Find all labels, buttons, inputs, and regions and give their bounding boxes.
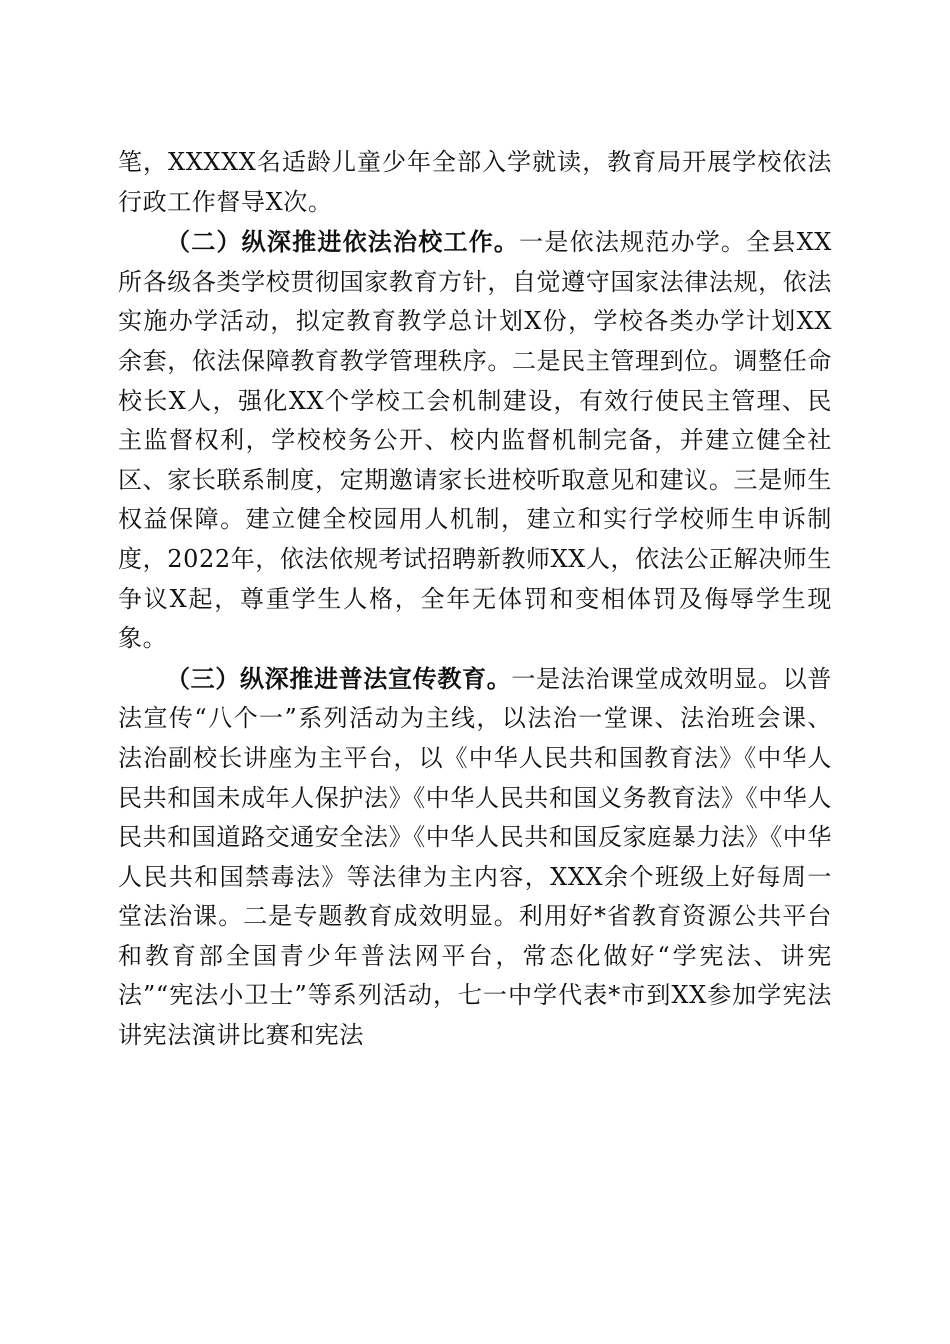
section-heading-2: （二）纵深推进依法治校工作。 [166, 227, 520, 257]
paragraph-text: 笔，XXXXX名适龄儿童少年全部入学就读，教育局开展学校依法行政工作督导X次。 [118, 148, 832, 216]
document-body [118, 143, 832, 1056]
paragraph-text: 一是依法规范办学。全县XX所各级各类学校贯彻国家教育方针，自觉遵守国家法律法规，依法实施办学活动，拟定教育教学总计划X份，学校各类办学计划XX余套，依法保障教育教学管理秩序。二是民主管理到位。调整任命校长X人，强化XX个学校工会机制建设，有效行使民主管理、民主监督权利，学校校务公开、校内监督机制完备，并建立健全社区、家长联系制度，定期邀请家长进校听取意见和建议。三是师生权益保障。建立健全校园用人机制，建立和实行学校师生申诉制度，2022年，依法依规考试招聘新教师XX人，依法公正解决师生争议X起，尊重学生人格，全年无体罚和变相体罚及侮辱学生现象。 [118, 228, 832, 653]
section-heading-3: （三）纵深推进普法宣传教育。 [166, 663, 512, 693]
paragraph-1 [118, 143, 832, 222]
paragraph-text: 一是法治课堂成效明显。以普法宣传“八个一”系列活动为主线，以法治一堂课、法治班会课、法治副校长讲座为主平台，以《中华人民共和国教育法》《中华人民共和国未成年人保护法》《中华人民共和国义务教育法》《中华人民共和国道路交通安全法》《中华人民共和国反家庭暴力法》《中华人民共和国禁毒法》等法律为主内容，XXX余个班级上好每周一堂法治课。二是专题教育成效明显。利用好*省教育资源公共平台和教育部全国青少年普法网平台，常态化做好“学宪法、讲宪法”“宪法小卫士”等系列活动，七一中学代表*市到XX参加学宪法讲宪法演讲比赛和宪法 [118, 664, 832, 1050]
paragraph-3 [118, 659, 832, 1056]
paragraph-2 [118, 222, 832, 659]
